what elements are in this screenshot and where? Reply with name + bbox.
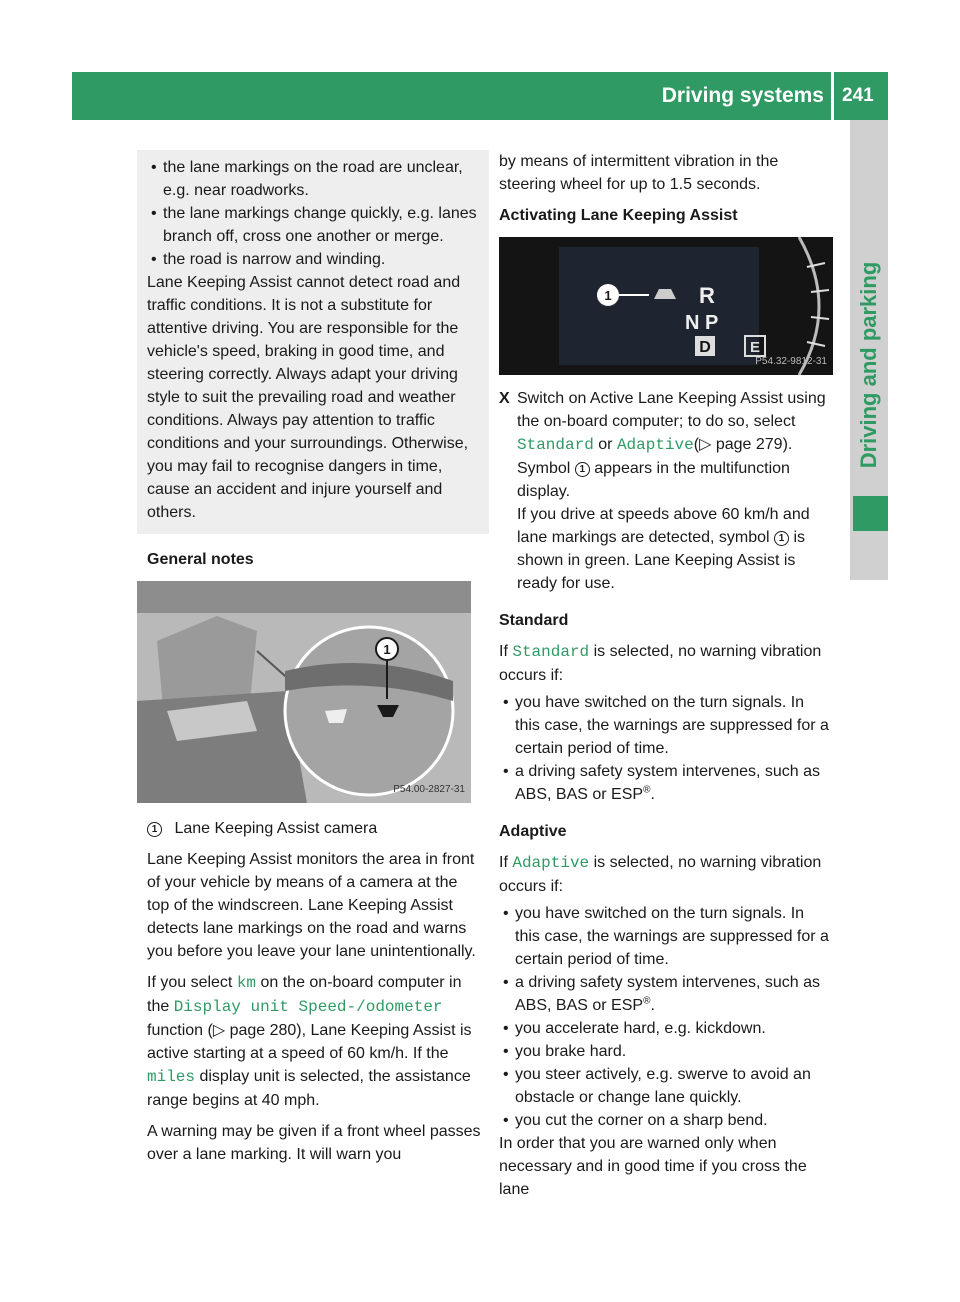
km-option: km bbox=[236, 974, 257, 992]
warning-bullet: • the lane markings on the road are unclear, e.g. near roadworks. bbox=[147, 156, 481, 202]
caption-number: 1 bbox=[147, 822, 162, 837]
warning-text: Lane Keeping Assist cannot detect road and traffic conditions. It is not a substitute for attentive driving. You are responsible for the vehicle's speed, braking in good time, and steering correctly. Always adapt your driving style to suit the prevailing road and weather conditions. Always pay attention to traffic conditions and your surroundings. Otherwise, you may fail to recognise dangers in time, cause an accident and injure yourself and others. bbox=[147, 274, 469, 521]
instruction-step: X Switch on Active Lane Keeping Assist using the on-board computer; to do so, select Standard or Adaptive(▷ page 279). Symbol 1 appears in the multifunction display. If you drive at speeds above 60 km/h and lane markings are detected, symbol 1 is shown in green. Lane Keeping Assist is ready for use. bbox=[499, 387, 833, 595]
standard-option: Standard bbox=[517, 436, 594, 454]
paragraph: Lane Keeping Assist monitors the area in front of your vehicle by means of a camera at the top of the windscreen. Lane Keeping Assist detects lane markings on the road and warns you before you leave your lane unintentionally. bbox=[147, 851, 476, 960]
symbol-number: 1 bbox=[575, 462, 590, 477]
activating-heading: Activating Lane Keeping Assist bbox=[499, 207, 738, 224]
display-unit-option: Display unit Speed-/odometer bbox=[173, 998, 443, 1016]
adaptive-mode: Adaptive bbox=[512, 854, 590, 872]
display-callout-label: 1 bbox=[604, 288, 612, 303]
adaptive-bullet: • a driving safety system intervenes, such as ABS, BAS or ESP®. bbox=[499, 971, 833, 1017]
adaptive-option: Adaptive bbox=[616, 436, 694, 454]
paragraph: by means of intermittent vibration in the steering wheel for up to 1.5 seconds. bbox=[499, 153, 779, 193]
warning-bullet: • the lane markings change quickly, e.g. lanes branch off, cross one another or merge. bbox=[147, 202, 481, 248]
warning-bullet: • the road is narrow and winding. bbox=[147, 248, 481, 271]
warning-box bbox=[137, 150, 489, 534]
photo-code: P54.00-2827-31 bbox=[393, 784, 465, 795]
page-ref-arrow-icon: ▷ bbox=[212, 1022, 226, 1039]
step-arrow-icon: X bbox=[499, 390, 510, 407]
closing-paragraph: In order that you are warned only when necessary and in good time if you cross the lane bbox=[499, 1135, 807, 1198]
mode-e: E bbox=[749, 339, 761, 356]
paragraph: If Adaptive is selected, no warning vibration occurs if: bbox=[499, 854, 822, 895]
gear-d: D bbox=[699, 339, 711, 356]
figure-caption bbox=[147, 817, 481, 840]
camera-illustration bbox=[137, 581, 471, 803]
adaptive-bullet: • you brake hard. bbox=[499, 1040, 833, 1063]
general-notes-heading: General notes bbox=[147, 551, 254, 568]
standard-mode: Standard bbox=[512, 643, 590, 661]
camera-callout-label: 1 bbox=[383, 642, 391, 657]
side-label: Driving and parking bbox=[856, 261, 881, 469]
symbol-number: 1 bbox=[774, 531, 789, 546]
standard-bullet: • a driving safety system intervenes, such as ABS, BAS or ESP®. bbox=[499, 760, 833, 806]
standard-heading: Standard bbox=[499, 612, 569, 629]
caption-text: Lane Keeping Assist camera bbox=[174, 820, 378, 837]
paragraph: A warning may be given if a front wheel passes over a lane marking. It will warn you bbox=[147, 1123, 481, 1163]
page-number: 241 bbox=[842, 85, 874, 106]
header-separator bbox=[831, 72, 834, 120]
adaptive-bullet: • you accelerate hard, e.g. kickdown. bbox=[499, 1017, 833, 1040]
right-column bbox=[499, 150, 833, 1209]
gear-r: R bbox=[699, 283, 715, 308]
standard-bullet: • you have switched on the turn signals. In this case, the warnings are suppressed for a certain period of time. bbox=[499, 691, 833, 760]
gear-np: N P bbox=[685, 312, 719, 334]
header-title: Driving systems bbox=[661, 84, 824, 107]
paragraph: If Standard is selected, no warning vibration occurs if: bbox=[499, 643, 822, 684]
adaptive-bullet: • you cut the corner on a sharp bend. bbox=[499, 1109, 833, 1132]
adaptive-bullet: • you steer actively, e.g. swerve to avoid an obstacle or change lane quickly. bbox=[499, 1063, 833, 1109]
paragraph: If you select km on the on-board computer in the Display unit Speed-/odometer function (▷ page 280), Lane Keeping Assist is active starting at a speed of 60 km/h. If the miles display unit is selected, the assistance range begins at 40 mph. bbox=[147, 974, 472, 1109]
left-column bbox=[147, 150, 481, 1174]
display-photo-code: P54.32-9812-31 bbox=[755, 356, 827, 367]
miles-option: miles bbox=[147, 1068, 196, 1086]
adaptive-heading: Adaptive bbox=[499, 823, 567, 840]
adaptive-bullet: • you have switched on the turn signals. In this case, the warnings are suppressed for a certain period of time. bbox=[499, 902, 833, 971]
side-square-marker bbox=[853, 496, 888, 531]
display-photo bbox=[499, 237, 833, 375]
camera-photo bbox=[137, 581, 471, 803]
